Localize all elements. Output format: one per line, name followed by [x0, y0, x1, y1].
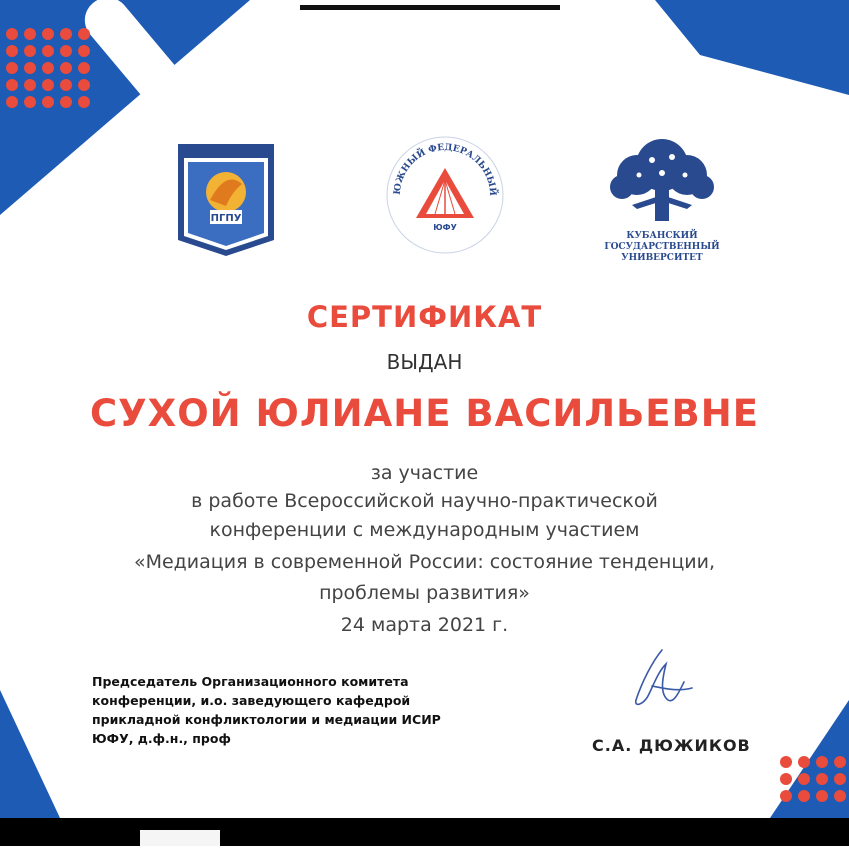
handwritten-signature [622, 642, 702, 722]
pgpu-crest-icon [174, 140, 278, 262]
chair-line-2: конференции, и.о. заведующего кафедрой [92, 693, 411, 708]
body-line-2: в работе Всероссийской научно-практической [191, 490, 658, 512]
kubsu-tree-icon [597, 135, 727, 264]
yufu-ring-text: ЮЖНЫЙ ФЕДЕРАЛЬНЫЙ [392, 142, 498, 197]
body-line-4: «Медиация в современной России: состояние тенденции, [133, 551, 716, 573]
pgpu-label: ПГПУ [210, 213, 242, 224]
yufu-label: ЮФУ [433, 223, 457, 232]
kubsu-line-2: ГОСУДАРСТВЕННЫЙ [604, 242, 720, 252]
chair-line-4: ЮФУ, д.ф.н., проф [92, 731, 231, 746]
bottom-edge-bar [0, 818, 849, 846]
issued-label: ВЫДАН [386, 350, 463, 374]
dot-grid-top-left [6, 28, 90, 108]
dot-grid-bottom-right [780, 756, 846, 802]
yufu-emblem-icon [380, 130, 510, 264]
signer-name: С.А. ДЮЖИКОВ [592, 736, 751, 755]
kubsu-line-1: КУБАНСКИЙ [626, 231, 698, 241]
body-line-1: за участие [370, 462, 479, 484]
recipient-name: СУХОЙ ЮЛИАНЕ ВАСИЛЬЕВНЕ [89, 392, 759, 435]
kubsu-line-3: УНИВЕРСИТЕТ [621, 253, 703, 263]
chair-title-block [92, 672, 522, 748]
body-line-6: 24 марта 2021 г. [340, 614, 509, 636]
certificate-title: СЕРТИФИКАТ [306, 300, 543, 334]
body-line-5: проблемы развития» [319, 582, 530, 604]
body-line-3: конференции с международным участием [209, 519, 640, 541]
chair-line-3: прикладной конфликтологии и медиации ИСИР [92, 712, 441, 727]
kubsu-label [597, 231, 727, 264]
chair-line-1: Председатель Организационного комитета [92, 674, 409, 689]
